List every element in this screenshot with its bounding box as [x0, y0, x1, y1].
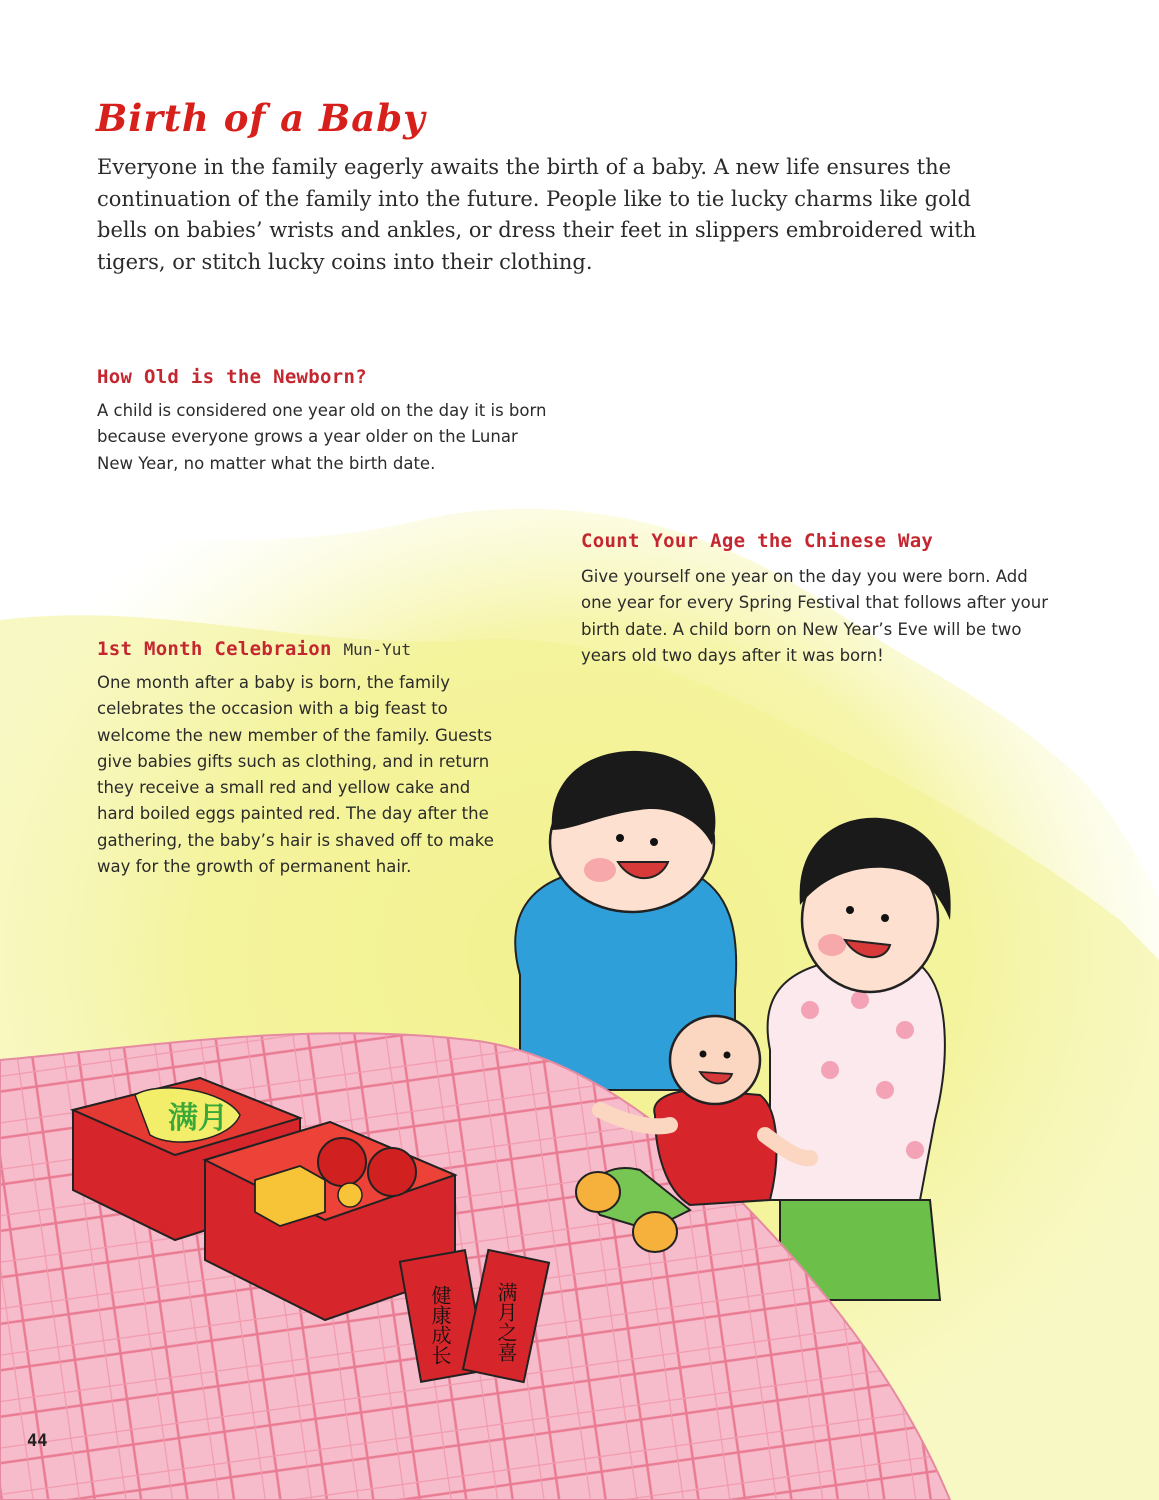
envelope-2-text: 满月之喜	[494, 1282, 518, 1362]
intro-paragraph: Everyone in the family eagerly awaits the birth of a baby. A new life ensures the continuation of the family into the future. People like to tie lucky charms like gold bells on babies’ wrists and ankles, or dress their feet in slippers embroidered with tigers, or stitch lucky coins into their clothing.	[97, 155, 977, 274]
page-title: Birth of a Baby	[96, 96, 426, 140]
first-month-subheading: Mun-Yut	[343, 640, 411, 659]
newborn-heading: How Old is the Newborn?	[97, 366, 367, 388]
count-age-paragraph: Give yourself one year on the day you were born. Add one year for every Spring Festival that follows after your birth date. A child born on New Year’s Eve will be two years old two days after it was born!	[581, 567, 1049, 665]
mother-figure	[768, 818, 951, 1300]
first-month-heading-title: 1st Month Celebraion	[97, 638, 332, 660]
box-lid-label: 满月	[168, 1101, 228, 1136]
count-age-heading: Count Your Age the Chinese Way	[581, 530, 934, 552]
first-month-paragraph: One month after a baby is born, the family celebrates the occasion with a big feast to welcome the new member of the family. Guests give babies gifts such as clothing, and in return they receive a small red and yellow cake and hard boiled eggs painted red. The day after the gathering, the baby’s hair is shaved off to make way for the growth of permanent hair.	[97, 673, 494, 877]
envelope-1-text: 健康成长	[428, 1285, 452, 1365]
page-number: 44	[27, 1431, 48, 1451]
newborn-paragraph: A child is considered one year old on the day it is born because everyone grows a year older on the Lunar New Year, no matter what the birth date.	[97, 401, 547, 473]
